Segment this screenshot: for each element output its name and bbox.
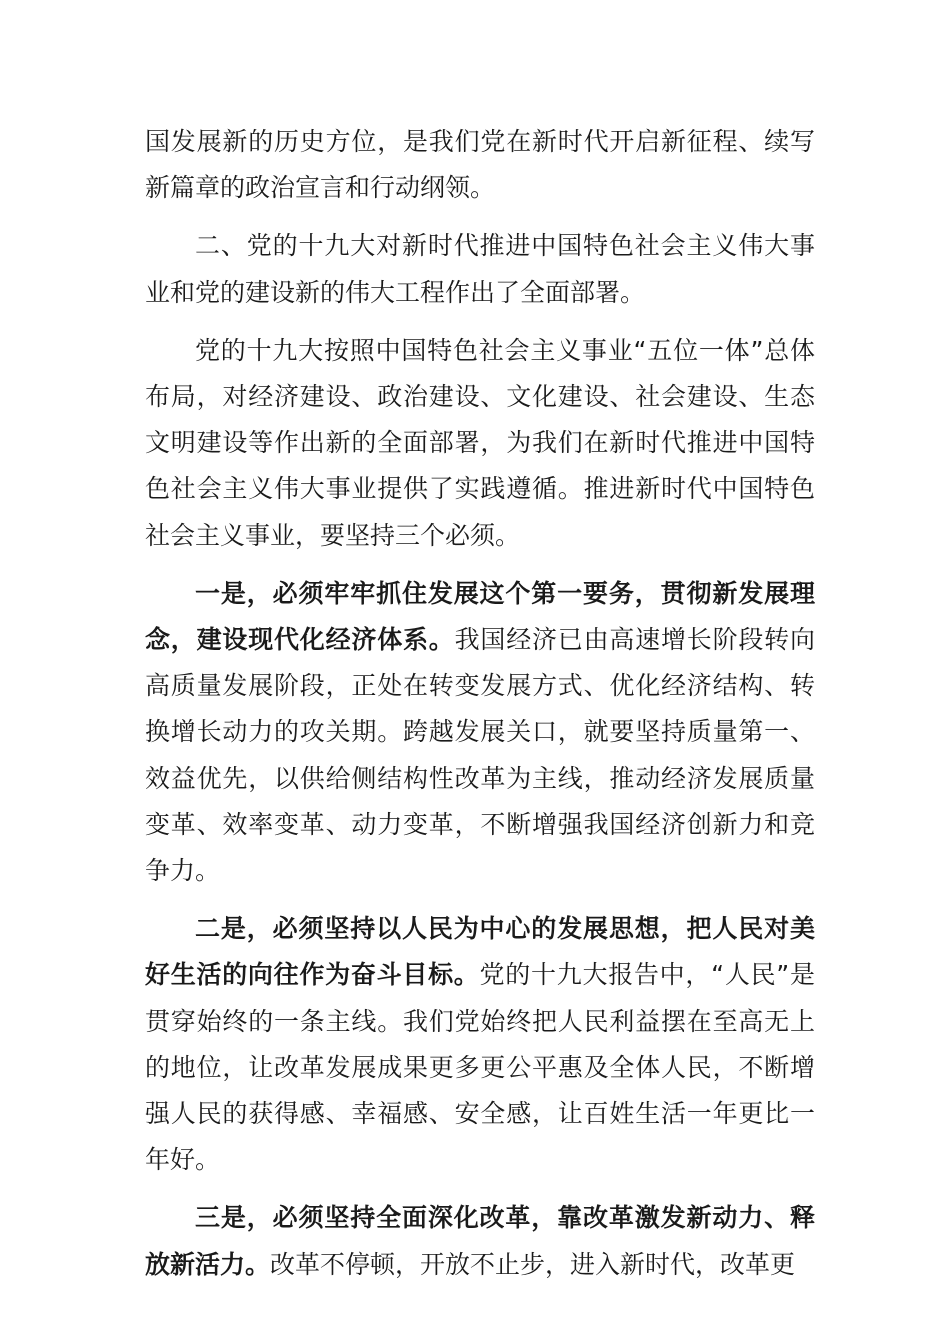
- paragraph-text: 我国经济已由高速增长阶段转向高质量发展阶段，正处在转变发展方式、优化经济结构、转换增长动力的攻关期。跨越发展关口，就要坚持质量第一、 效益优先，以供给侧结构性改革为主线，推动经济发展质量变革、效率变革、动力变革，不断增强我国经济创新力和竞争力。: [145, 625, 815, 886]
- paragraph-text: 二、党的十九大对新时代推进中国特色社会主义伟大事业和党的建设新的伟大工程作出了全面部署。: [145, 231, 815, 307]
- document-body: [145, 119, 815, 1288]
- section-heading-two: [145, 223, 815, 315]
- paragraph-text: 国发展新的历史方位，是我们党在新时代开启新征程、续写新篇章的政治宣言和行动纲领。: [145, 127, 815, 203]
- paragraph-text: 党的十九大按照中国特色社会主义事业“五位一体”总体布局，对经济建设、政治建设、文化建设、社会建设、生态文明建设等作出新的全面部署，为我们在新时代推进中国特色社会主义伟大事业提供了实践遵循。推进新时代中国特色社会主义事业，要坚持三个必须。: [145, 335, 815, 550]
- paragraph-point-three: [145, 1195, 815, 1287]
- paragraph-five-in-one: [145, 328, 815, 559]
- paragraph-continuation: [145, 119, 815, 211]
- paragraph-lead-bold: 二是，必须坚持以人民为中心的发展思想，把人民对美 好生活的向往作为奋斗目标。: [145, 914, 815, 990]
- paragraph-lead-bold: 三是，必须坚持全面深化改革，靠改革激发新动力、释放新活力。: [145, 1203, 815, 1279]
- paragraph-text: 党的十九大报告中，“人民”是贯穿始终的一条主线。我们党始终把人民利益摆在至高无上的地位，让改革发展成果更多更公平惠及全体人民，不断增强人民的获得感、幸福感、安全感，让百姓生活一年更比一年好。: [145, 960, 815, 1175]
- paragraph-point-one: [145, 571, 815, 894]
- paragraph-lead-bold: 一是，必须牢牢抓住发展这个第一要务，贯彻新发展理念，建设现代化经济体系。: [145, 578, 815, 655]
- paragraph-text: 改革不停顿，开放不止步，进入新时代，改革更: [270, 1249, 796, 1279]
- paragraph-point-two: [145, 906, 815, 1183]
